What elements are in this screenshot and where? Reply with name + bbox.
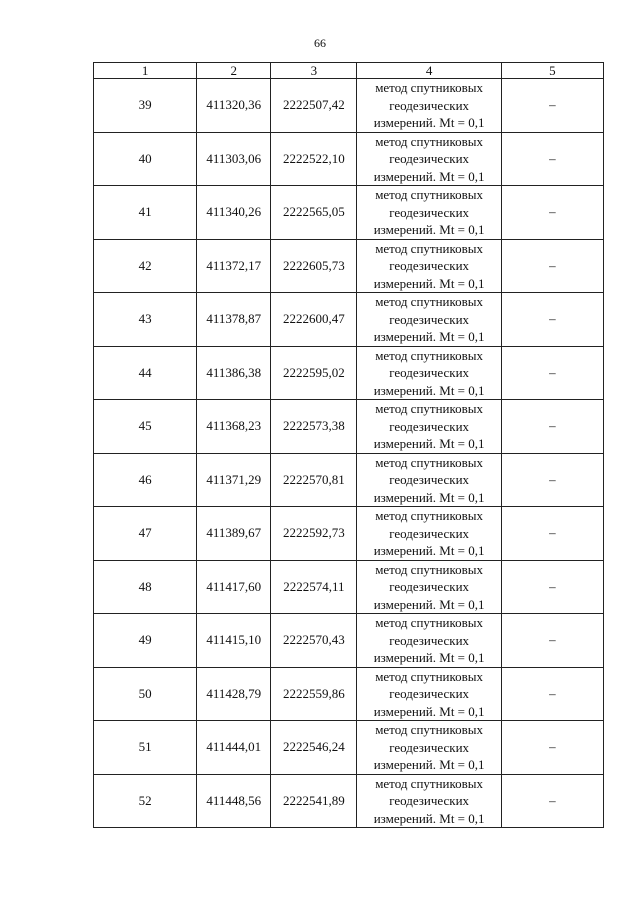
method-line-3: измерений. Mt = 0,1: [373, 650, 485, 665]
method-line-1: метод спутниковых: [375, 722, 484, 737]
method-line-3: измерений. Mt = 0,1: [373, 222, 485, 237]
method-description: [357, 239, 501, 293]
coord-y: 2222565,05: [271, 186, 357, 240]
method-line-1: метод спутниковых: [375, 401, 484, 416]
point-number: 49: [94, 614, 197, 668]
coord-y: 2222546,24: [271, 721, 357, 775]
column-5-value: –: [501, 614, 603, 668]
method-line-2: геодезических: [389, 579, 470, 594]
page-number: 66: [314, 36, 326, 50]
point-number: 45: [94, 400, 197, 454]
coord-x: 411303,06: [197, 132, 271, 186]
coord-x: 411386,38: [197, 346, 271, 400]
method-line-2: геодезических: [389, 365, 470, 380]
table-row: [94, 186, 604, 240]
method-line-2: геодезических: [389, 472, 470, 487]
point-number: 52: [94, 774, 197, 828]
method-line-1: метод спутниковых: [375, 668, 484, 684]
table-row: [94, 79, 604, 133]
method-line-3: измерений. Mt = 0,1: [373, 543, 485, 558]
coord-y: 2222507,42: [271, 79, 357, 133]
method-line-1: метод спутниковых: [375, 187, 484, 202]
table-row: [94, 293, 604, 347]
method-line-1: метод спутниковых: [375, 80, 484, 95]
method-line-3: измерений. Mt = 0,1: [373, 168, 485, 184]
method-description: [357, 774, 501, 828]
table-row: [94, 667, 604, 721]
coord-y: 2222522,10: [271, 132, 357, 186]
coord-x: 411444,01: [197, 721, 271, 775]
method-line-3: измерений. Mt = 0,1: [373, 382, 485, 398]
column-5-value: –: [501, 774, 603, 828]
method-line-1: метод спутниковых: [375, 347, 484, 363]
method-line-1: метод спутниковых: [375, 240, 484, 256]
header-col-4: 4: [357, 63, 501, 79]
coord-y: 2222574,11: [271, 560, 357, 614]
method-line-1: метод спутниковых: [375, 508, 484, 523]
coord-x: 411368,23: [197, 400, 271, 454]
column-5-value: –: [501, 293, 603, 347]
method-line-3: измерений. Mt = 0,1: [373, 596, 485, 612]
coord-x: 411428,79: [197, 667, 271, 721]
coord-x: 411371,29: [197, 453, 271, 507]
column-5-value: –: [501, 453, 603, 507]
method-line-3: измерений. Mt = 0,1: [373, 757, 485, 772]
method-line-3: измерений. Mt = 0,1: [373, 489, 485, 505]
column-5-value: –: [501, 186, 603, 240]
method-line-3: измерений. Mt = 0,1: [373, 703, 485, 719]
column-5-value: –: [501, 79, 603, 133]
method-line-2: геодезических: [389, 632, 470, 648]
column-5-value: –: [501, 346, 603, 400]
point-number: 46: [94, 453, 197, 507]
method-description: [357, 186, 501, 240]
table-row: [94, 453, 604, 507]
coord-y: 2222600,47: [271, 293, 357, 347]
method-description: [357, 293, 501, 347]
method-line-2: геодезических: [389, 525, 470, 541]
coord-y: 2222573,38: [271, 400, 357, 454]
coord-x: 411415,10: [197, 614, 271, 668]
method-line-1: метод спутниковых: [375, 133, 484, 149]
method-line-1: метод спутниковых: [375, 561, 484, 577]
method-description: [357, 667, 501, 721]
point-number: 48: [94, 560, 197, 614]
coordinates-table: [93, 62, 604, 828]
method-description: [357, 721, 501, 775]
method-line-3: измерений. Mt = 0,1: [373, 329, 485, 344]
coord-y: 2222570,43: [271, 614, 357, 668]
method-description: [357, 132, 501, 186]
method-line-2: геодезических: [389, 739, 470, 755]
column-5-value: –: [501, 507, 603, 561]
header-row: [94, 63, 604, 79]
column-5-value: –: [501, 667, 603, 721]
coord-x: 411372,17: [197, 239, 271, 293]
coord-x: 411340,26: [197, 186, 271, 240]
method-description: [357, 507, 501, 561]
coord-y: 2222559,86: [271, 667, 357, 721]
coord-y: 2222541,89: [271, 774, 357, 828]
table-row: [94, 346, 604, 400]
point-number: 39: [94, 79, 197, 133]
method-line-3: измерений. Mt = 0,1: [373, 436, 485, 451]
coord-x: 411417,60: [197, 560, 271, 614]
column-5-value: –: [501, 132, 603, 186]
table-row: [94, 239, 604, 293]
method-line-1: метод спутниковых: [375, 615, 484, 630]
method-description: [357, 400, 501, 454]
table-row: [94, 132, 604, 186]
method-description: [357, 560, 501, 614]
table-row: [94, 721, 604, 775]
method-line-2: геодезических: [389, 204, 470, 220]
method-line-3: измерений. Mt = 0,1: [373, 810, 485, 826]
header-col-2: 2: [197, 63, 271, 79]
coord-y: 2222570,81: [271, 453, 357, 507]
method-line-3: измерений. Mt = 0,1: [373, 115, 485, 130]
point-number: 42: [94, 239, 197, 293]
method-line-3: измерений. Mt = 0,1: [373, 275, 485, 291]
method-line-1: метод спутниковых: [375, 294, 484, 309]
point-number: 44: [94, 346, 197, 400]
table-body: [94, 79, 604, 828]
coord-x: 411389,67: [197, 507, 271, 561]
point-number: 47: [94, 507, 197, 561]
coord-y: 2222595,02: [271, 346, 357, 400]
method-line-2: геодезических: [389, 418, 470, 434]
table-row: [94, 774, 604, 828]
column-5-value: –: [501, 721, 603, 775]
method-line-2: геодезических: [389, 151, 470, 166]
point-number: 41: [94, 186, 197, 240]
method-line-2: геодезических: [389, 686, 470, 701]
method-line-1: метод спутниковых: [375, 454, 484, 470]
method-line-2: геодезических: [389, 258, 470, 273]
coord-y: 2222592,73: [271, 507, 357, 561]
header-col-3: 3: [271, 63, 357, 79]
header-col-5: 5: [501, 63, 603, 79]
method-description: [357, 346, 501, 400]
table-row: [94, 400, 604, 454]
coord-x: 411320,36: [197, 79, 271, 133]
method-line-2: геодезических: [389, 97, 470, 113]
table-row: [94, 560, 604, 614]
column-5-value: –: [501, 239, 603, 293]
point-number: 40: [94, 132, 197, 186]
column-5-value: –: [501, 560, 603, 614]
coord-x: 411448,56: [197, 774, 271, 828]
column-5-value: –: [501, 400, 603, 454]
method-description: [357, 453, 501, 507]
table-row: [94, 614, 604, 668]
point-number: 51: [94, 721, 197, 775]
header-col-1: 1: [94, 63, 197, 79]
method-description: [357, 614, 501, 668]
point-number: 50: [94, 667, 197, 721]
point-number: 43: [94, 293, 197, 347]
method-line-2: геодезических: [389, 311, 470, 327]
table-row: [94, 507, 604, 561]
method-line-2: геодезических: [389, 793, 470, 808]
coord-x: 411378,87: [197, 293, 271, 347]
coord-y: 2222605,73: [271, 239, 357, 293]
method-line-1: метод спутниковых: [375, 775, 484, 791]
method-description: [357, 79, 501, 133]
